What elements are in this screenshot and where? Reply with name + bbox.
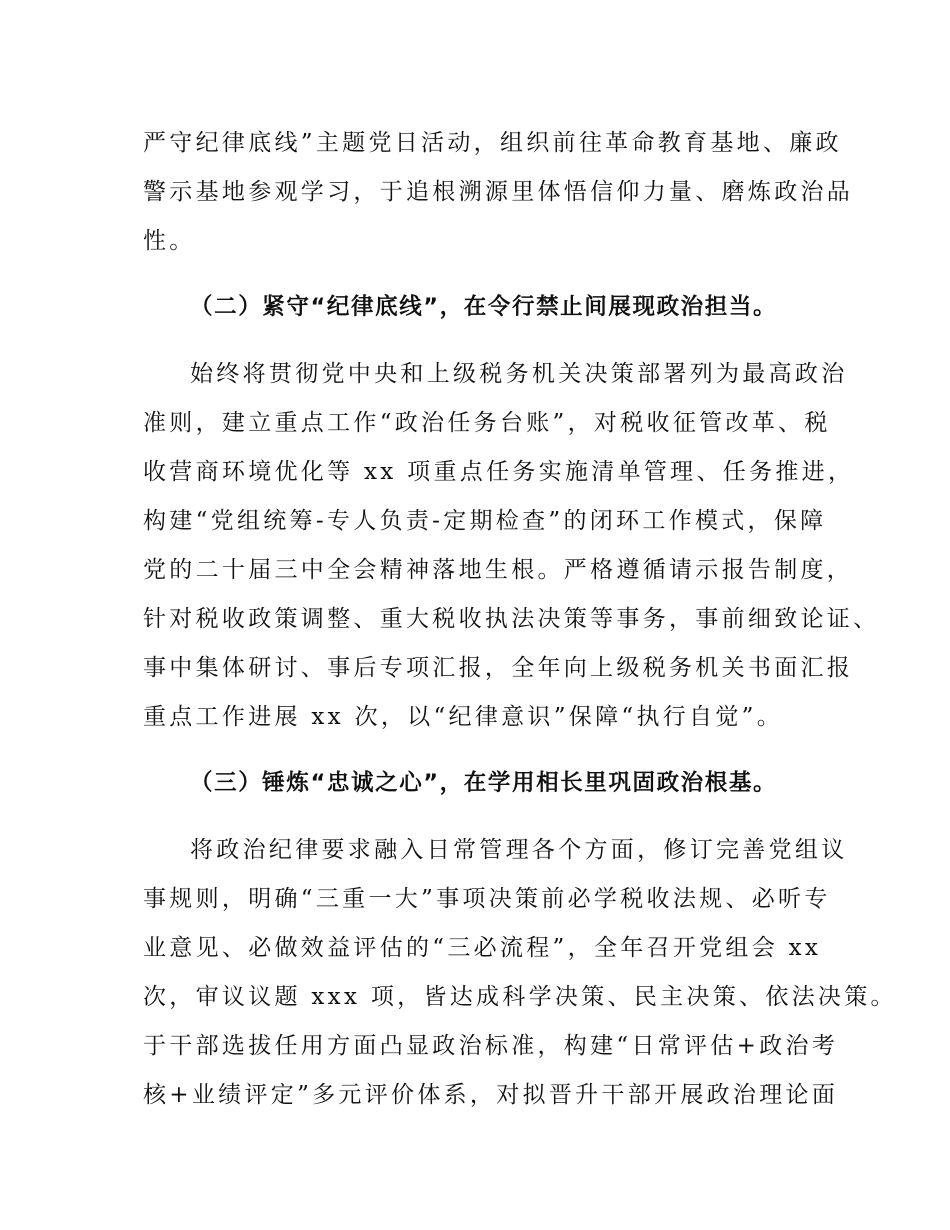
paragraph-line: 性。 [143, 228, 196, 254]
paragraph-line: 重点工作进展 xx 次，以“纪律意识”保障“执行自觉”。 [143, 704, 783, 730]
paragraph-line: 构建“党组统筹-专人负责-定期检查”的闭环工作模式，保障 [143, 508, 827, 534]
paragraph-line: 始终将贯彻党中央和上级税务机关决策部署列为最高政治 [190, 361, 848, 387]
paragraph-line: 次，审议议题 xxx 项，皆达成科学决策、民主决策、依法决策。 [143, 984, 897, 1010]
paragraph-line: 严守纪律底线”主题党日活动，组织前往革命教育基地、廉政 [143, 130, 842, 156]
paragraph-line: 党的二十届三中全会精神落地生根。严格遵循请示报告制度， [143, 557, 854, 583]
paragraph-line: 收营商环境优化等 xx 项重点任务实施清单管理、任务推进， [143, 459, 855, 485]
paragraph-line: 警示基地参观学习，于追根溯源里体悟信仰力量、磨炼政治品 [143, 179, 854, 205]
paragraph-line: 业意见、必做效益评估的“三必流程”，全年召开党组会 xx [143, 935, 822, 961]
paragraph-line: 针对税收政策调整、重大税收执法决策等事务，事前细致论证、 [143, 606, 880, 632]
paragraph-line: 核+业绩评定”多元评价体系，对拟晋升干部开展政治理论面 [143, 1082, 839, 1108]
paragraph-line: 准则，建立重点工作“政治任务台账”，对税收征管改革、税 [143, 410, 831, 436]
paragraph-line: 于干部选拔任用方面凸显政治标准，构建“日常评估+政治考 [143, 1033, 839, 1059]
paragraph-line: 将政治纪律要求融入日常管理各个方面，修订完善党组议 [190, 837, 848, 863]
paragraph-line: 事规则，明确“三重一大”事项决策前必学税收法规、必听专 [143, 886, 831, 912]
section-heading: （三）锤炼“忠诚之心”，在学用相长里巩固政治根基。 [190, 770, 778, 796]
paragraph-line: 事中集体研讨、事后专项汇报，全年向上级税务机关书面汇报 [143, 655, 854, 681]
section-heading: （二）紧守“纪律底线”，在令行禁止间展现政治担当。 [190, 294, 778, 320]
